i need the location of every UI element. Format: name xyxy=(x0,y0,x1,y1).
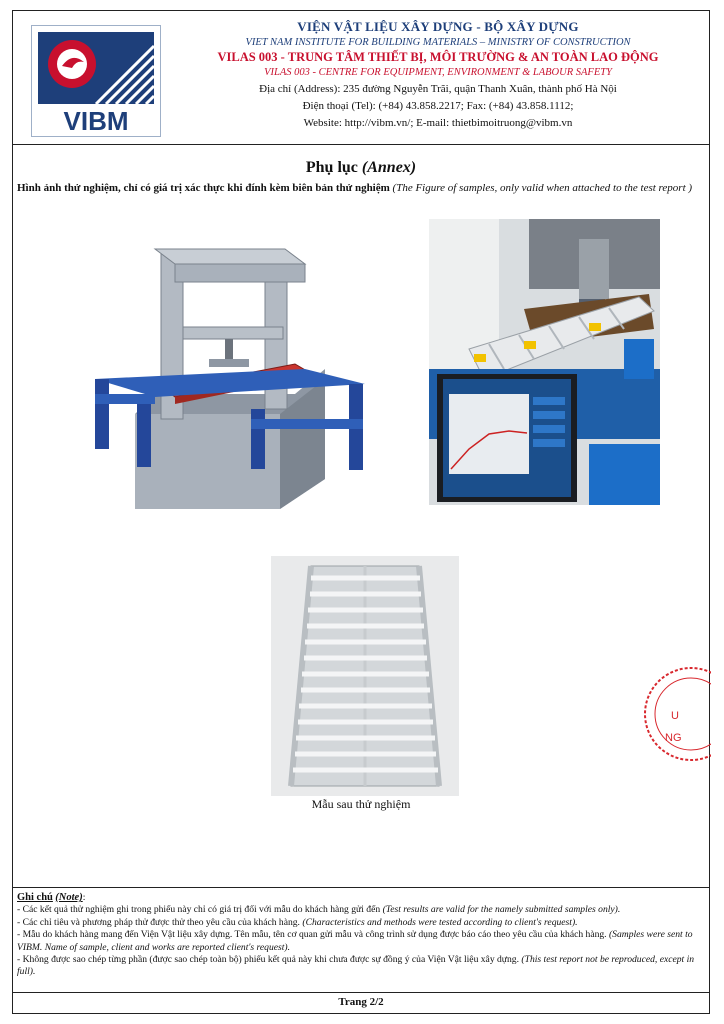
stamp-text-b: U xyxy=(671,710,679,722)
institute-name-vi: VIỆN VẬT LIỆU XÂY DỰNG - BỘ XÂY DỰNG xyxy=(297,19,579,34)
title-vi: Phụ lục xyxy=(305,159,358,176)
website-email: Website: http://vibm.vn/; E-mail: thietbimoitruong@vibm.vn xyxy=(303,117,573,129)
notes-title-vi: Ghi chú xyxy=(17,892,53,903)
notes-section xyxy=(13,887,709,995)
red-seal-stamp xyxy=(621,659,711,769)
institute-name-en: VIET NAM INSTITUTE FOR BUILDING MATERIALS – MINISTRY OF CONSTRUCTION xyxy=(245,37,631,48)
title-en: (Annex) xyxy=(361,159,417,176)
page-number: Trang 2/2 xyxy=(13,992,709,1013)
note-item: - Các kết quả thử nghiệm ghi trong phiếu này chỉ có giá trị đối với mẫu do khách hàng gửi đến (Test results are valid for the namely submitted samples only). xyxy=(17,904,621,916)
contact-block xyxy=(173,81,703,132)
address: Địa chỉ (Address): 235 đường Nguyễn Trãi, quận Thanh Xuân, thành phố Hà Nội xyxy=(259,83,617,95)
test-machine-photo xyxy=(429,219,660,505)
centre-name-vi: VILAS 003 - TRUNG TÂM THIẾT BỊ, MÔI TRƯỜNG & AN TOÀN LAO ĐỘNG xyxy=(217,50,659,64)
page-title xyxy=(13,159,709,177)
test-rig-render-image xyxy=(75,219,377,509)
sample-after-test-photo xyxy=(271,556,459,796)
notes-title: Ghi chú (Note): xyxy=(17,892,86,903)
caption-en: (The Figure of samples, only valid when attached to the test report ) xyxy=(392,182,693,194)
letterhead xyxy=(13,11,709,145)
vibm-logo xyxy=(31,25,161,137)
stamp-text-a: NG xyxy=(665,732,682,744)
phone-fax: Điện thoại (Tel): (+84) 43.858.2217; Fax: (+84) 43.858.1112; xyxy=(302,100,574,112)
notes-title-en: (Note) xyxy=(55,892,83,903)
sample-caption: Mẫu sau thử nghiệm xyxy=(311,797,411,811)
centre-name-en: VILAS 003 - CENTRE FOR EQUIPMENT, ENVIRONMENT & LABOUR SAFETY xyxy=(264,67,612,78)
report-page xyxy=(12,10,710,1014)
caption-vi: Hình ảnh thử nghiệm, chỉ có giá trị xác thực khi đính kèm biên bản thử nghiệm xyxy=(17,182,390,194)
logo-text: VIBM xyxy=(63,106,129,136)
note-item: - Mẫu do khách hàng mang đến Viện Vật liệu xây dựng. Tên mẫu, tên cơ quan gửi mẫu và công trình sử dụng được báo cáo theo yêu cầu của khách hàng. (Samples were sent to VIBM. Name of sample, client and works are reported client's request). xyxy=(17,929,693,953)
note-item: - Các chỉ tiêu và phương pháp thử được thử theo yêu cầu của khách hàng. (Characteristics and methods were tested according to client's request). xyxy=(17,916,578,928)
figure-caption xyxy=(17,181,705,195)
letterhead-text xyxy=(173,19,703,132)
note-item: - Không được sao chép từng phần (được sao chép toàn bộ) phiếu kết quả này khi chưa được sự đồng ý của Viện Vật liệu xây dựng. (This test report not be reproduced, except in full). xyxy=(17,954,695,978)
